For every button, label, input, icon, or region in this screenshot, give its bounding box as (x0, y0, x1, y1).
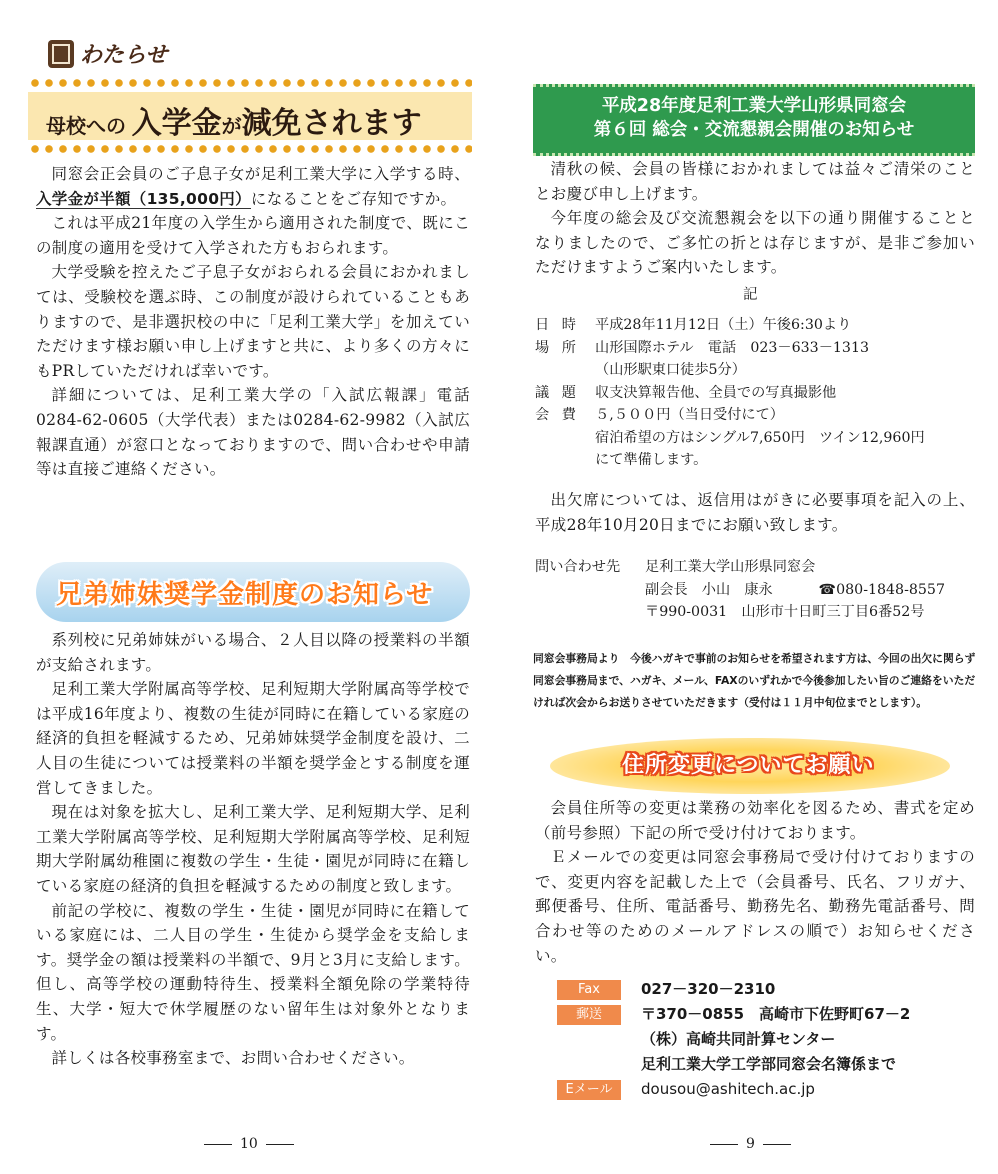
dots-top (28, 78, 472, 88)
email-tag: Eメール (557, 1080, 621, 1100)
contact-person: 副会長 小山 康永 (645, 581, 773, 598)
fax-row (557, 977, 977, 1002)
meeting-intro (535, 157, 975, 280)
title-part: 入学金 (131, 106, 222, 141)
title-part: 母校への (46, 114, 126, 138)
sibling-scholarship-banner (36, 562, 470, 622)
mail-row (557, 1052, 977, 1077)
address-change-title: 住所変更についてお願い (622, 753, 875, 778)
schedule-subvalue: 宿泊希望の方はシングル7,650円 ツイン12,960円 (595, 429, 925, 446)
address-change-contacts (557, 977, 977, 1102)
fax-tag: Fax (557, 980, 621, 1000)
paragraph: 系列校に兄弟姉妹がいる場合、２人目以降の授業料の半額が支給されます。 (36, 631, 470, 674)
contact-row (535, 556, 975, 579)
dash (266, 1144, 294, 1145)
schedule-subvalue: （山形駅東口徒歩5分） (595, 362, 746, 378)
page-number-left (204, 1136, 294, 1152)
paragraph: 詳しくは各校事務室まで、お問い合わせください。 (51, 1049, 415, 1068)
title-part: が (221, 114, 242, 138)
paragraph: 清秋の候、会員の皆様におかれましては益々ご清栄のこととお慶び申し上げます。 (535, 160, 975, 203)
paragraph: 大学受験を控えたご子息子女がおられる会員におかれましては、受験校を選ぶ時、この制度が設けられていることもありますので、是非選択校の中に「足利工業大学」を加えていただけます様お願い申し上げますと共に、より多くの方々にもPRしていただければ幸いです。 (36, 263, 470, 380)
page-number: 9 (746, 1136, 755, 1152)
schedule-row (535, 382, 975, 405)
schedule-value: 平成28年11月12日（土）午後6:30より (595, 317, 852, 333)
contact-block (535, 556, 975, 624)
office-notice: 同窓会事務局より 今後ハガキで事前のお知らせを希望されます方は、今回の出欠に関らず同窓会事務局まで、ハガキ、メール、FAXのいずれかで今後参加したい旨のご連絡をいただければ次会からお送りさせていただきます（受付は１１月中旬位までとします）。 (533, 652, 976, 709)
logo-text: わたらせ (80, 42, 168, 68)
schedule-key: 議 題 (535, 384, 580, 401)
schedule-key: 日 時 (535, 317, 580, 333)
paragraph: 現在は対象を拡大し、足利工業大学、足利短期大学、足利工業大学附属高等学校、足利短期大学附属高等学校、足利短期大学附属幼稚園に複数の学生・生徒・園児が同時に在籍している家庭の経済的負担を軽減するための制度と致します。 (36, 803, 470, 895)
meeting-banner (533, 84, 975, 156)
meeting-schedule (535, 314, 975, 472)
schedule-row (535, 337, 975, 360)
schedule-subvalue: にて準備します。 (595, 452, 708, 468)
paragraph: 出欠席については、返信用はがきに必要事項を記入の上、平成28年10月20日までにお願い致します。 (535, 491, 975, 534)
highlight-text: 入学金が半額（135,000円） (36, 189, 251, 208)
fax-number: 027－320－2310 (641, 980, 776, 998)
title-part: 減免されます (241, 106, 422, 141)
contact-key: 問い合わせ先 (535, 559, 621, 575)
logo-mark-icon (48, 40, 74, 68)
paragraph: 詳細については、足利工業大学の「入試広報課」電話 0284-62-0605（大学代表）または0284-62-9982（入試広報課直通）が窓口となっておりますので、問い合わせや申請等は直接ご連絡ください。 (36, 386, 470, 479)
mail-tag: 郵送 (557, 1005, 621, 1025)
contact-address: 〒990-0031 山形市十日町三丁目6番52号 (645, 604, 925, 620)
schedule-value: 山形国際ホテル 電話 023－633－1313 (595, 339, 869, 356)
page-number: 10 (240, 1136, 258, 1152)
text-run: になることをご存知ですか。 (250, 189, 457, 208)
ki-heading: 記 (743, 287, 758, 303)
paragraph: 今年度の総会及び交流懇親会を以下の通り開催することとなりましたので、ご多忙の折とは存じますが、是非ご参加いただけますようご案内いたします。 (535, 209, 975, 277)
attendance-text (535, 488, 975, 537)
logo (48, 38, 167, 69)
sibling-scholarship-text (36, 628, 470, 1071)
sibling-scholarship-title: 兄弟姉妹奨学金制度のお知らせ (56, 580, 434, 610)
entrance-fee-banner (28, 78, 472, 156)
dash (710, 1144, 738, 1145)
email-row (557, 1077, 977, 1102)
schedule-row (535, 404, 975, 427)
entrance-fee-title (46, 98, 422, 142)
page-number-right (710, 1136, 791, 1152)
schedule-key: 場 所 (535, 339, 580, 356)
text-run: 同窓会正会員のご子息子女が足利工業大学に入学する時、 (51, 165, 470, 183)
spacer (557, 1030, 621, 1050)
email-address[interactable]: dousou@ashitech.ac.jp (641, 1080, 815, 1098)
meeting-title-line2: 第６回 総会・交流懇親会開催のお知らせ (593, 120, 915, 140)
paragraph (36, 162, 470, 211)
contact-tel: ☎080-1848-8557 (818, 581, 945, 598)
paragraph: 足利工業大学附属高等学校、足利短期大学附属高等学校では平成16年度より、複数の生徒が同時に在籍している家庭の経済的負担を軽減するため、兄弟姉妹奨学金制度を設け、二人目の生徒については授業料の半額を奨学金とする制度を運営してきました。 (36, 680, 470, 797)
schedule-key: 会 費 (535, 407, 580, 423)
schedule-value: ５,５００円（当日受付にて） (595, 407, 784, 423)
mail-address-line: 足利工業大学工学部同窓会名簿係まで (641, 1055, 897, 1073)
mail-row (557, 1027, 977, 1052)
schedule-row (535, 314, 975, 337)
dots-bottom (28, 144, 472, 154)
entrance-fee-text (36, 162, 470, 482)
address-change-text (535, 796, 975, 968)
contact-row (535, 579, 975, 602)
paragraph: 前記の学校に、複数の学生・生徒・園児が同時に在籍している家庭には、二人目の学生・生徒から奨学金を支給します。奨学金の額は授業料の半額で、9月と3月に支給します。但し、高等学校の運動特待生、授業料全額免除の学業特待生、大学・短大で休学履歴のない留年生は対象外となります。 (36, 901, 470, 1043)
meeting-title-line1: 平成28年度足利工業大学山形県同窓会 (601, 96, 907, 116)
mail-address-line: 〒370－0855 高崎市下佐野町67－2 (641, 1005, 911, 1023)
dash (204, 1144, 232, 1145)
paragraph: これは平成21年度の入学生から適用された制度で、既にこの制度の適用を受けて入学された方もおられます。 (36, 214, 470, 257)
contact-org: 足利工業大学山形県同窓会 (645, 559, 816, 575)
schedule-value: 収支決算報告他、全員での写真撮影他 (595, 384, 837, 401)
mail-row (557, 1002, 977, 1027)
spacer (557, 1055, 621, 1075)
mail-address-line: （株）高崎共同計算センター (641, 1030, 836, 1048)
address-change-banner (550, 738, 950, 794)
paragraph: 会員住所等の変更は業務の効率化を図るため、書式を定め（前号参照）下記の所で受け付けております。 (535, 799, 975, 842)
dash (763, 1144, 791, 1145)
paragraph: Ｅメールでの変更は同窓会事務局で受け付けておりますので、変更内容を記載した上で（会員番号、氏名、フリガナ、郵便番号、住所、電話番号、勤務先名、勤務先電話番号、問合わせ等のためのメールアドレスの順で）お知らせください。 (535, 848, 975, 965)
